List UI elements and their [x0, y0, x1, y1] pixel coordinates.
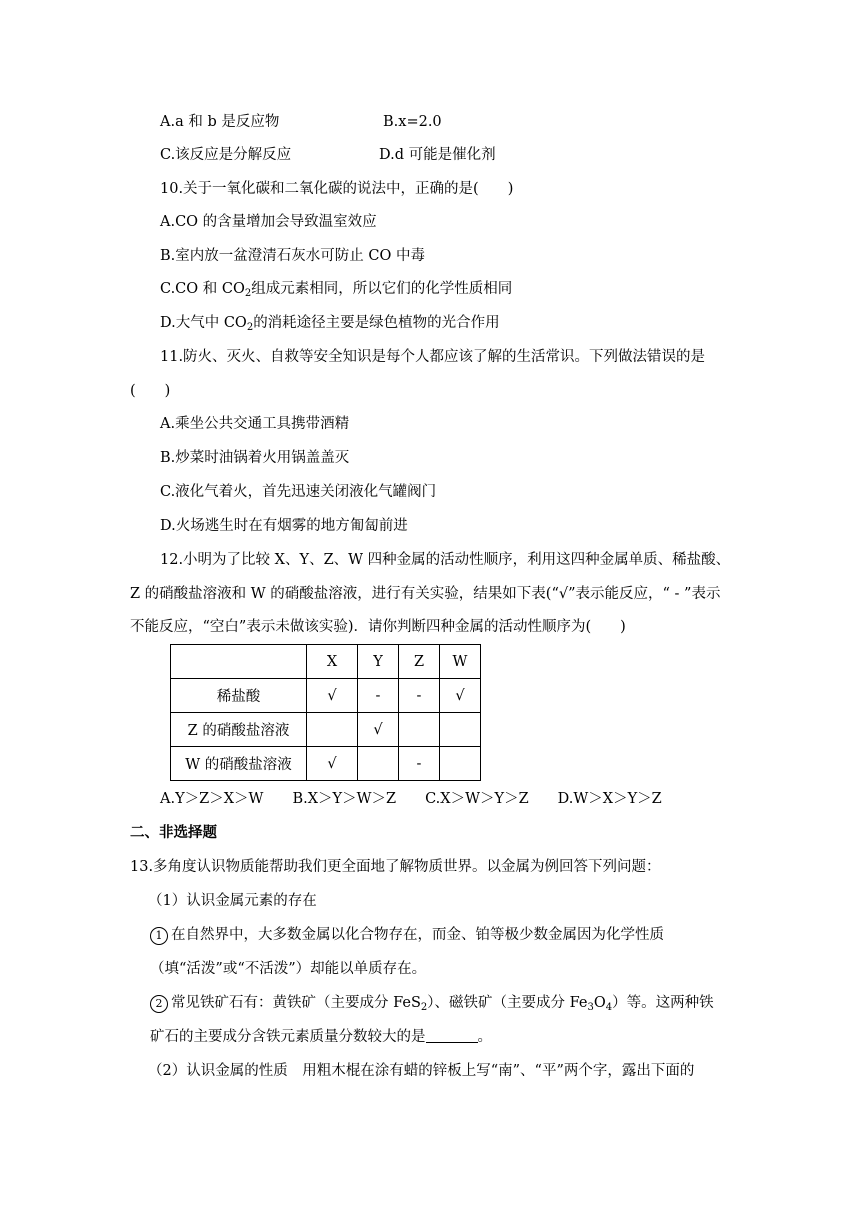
table-cell: [171, 645, 307, 679]
circled-number: 1: [150, 927, 168, 945]
table-header-row: [171, 645, 481, 679]
answer-blank[interactable]: [426, 1028, 478, 1043]
q10-option-d: [160, 313, 500, 338]
q10-d-sub: 2: [246, 322, 254, 333]
table-cell: [307, 713, 358, 747]
q13-s2-line2: [150, 1027, 492, 1047]
table-cell: W: [440, 645, 481, 679]
q13-part1-title: （1）认识金属元素的存在: [148, 893, 317, 909]
table-cell: [399, 713, 440, 747]
q10-stem: 10.关于一氧化碳和二氧化碳的说法中，正确的是( ): [160, 181, 514, 197]
section-title: 二、非选择题: [130, 824, 217, 841]
q13-s1-line2: （填“活泼”或“不活泼”）却能以单质存在。: [150, 961, 427, 977]
q13-s2a-sub3: 4: [605, 1002, 613, 1013]
q12-stem-line1: 12.小明为了比较 X、Y、Z、W 四种金属的活动性顺序，利用这四种金属单质、稀盐酸、: [160, 552, 731, 568]
q13-s2b-text: 矿石的主要成分含铁元素质量分数较大的是: [150, 1029, 426, 1045]
q10-d-post: 的消耗途径主要是绿色植物的光合作用: [253, 315, 500, 331]
table-cell: -: [399, 747, 440, 781]
q13-s2a-post: ）等。这两种铁: [612, 995, 714, 1011]
q11-option-d: D.火场逃生时在有烟雾的地方匍匐前进: [160, 518, 408, 534]
table-cell: Z: [399, 645, 440, 679]
experiment-table: [170, 644, 481, 781]
q10-c-pre: C.CO 和 CO: [160, 281, 245, 297]
table-cell: √: [440, 679, 481, 713]
q13-part2-line: （2）认识金属的性质 用粗木棍在涂有蜡的锌板上写“南”、“平”两个字，露出下面的: [148, 1063, 695, 1079]
q13-s1a-text: 在自然界中，大多数金属以化合物存在，而金、铂等极少数金属因为化学性质: [171, 927, 664, 943]
q10-option-a: A.CO 的含量增加会导致温室效应: [160, 214, 377, 230]
table-cell: [440, 747, 481, 781]
q10-c-post: 组成元素相同，所以它们的化学性质相同: [251, 281, 513, 297]
table-row: [171, 747, 481, 781]
table-cell: 稀盐酸: [171, 679, 307, 713]
q9-option-d: D.d 可能是催化剂: [379, 147, 496, 163]
table-cell: -: [399, 679, 440, 713]
q10-c-sub: 2: [244, 288, 252, 299]
table-cell: √: [358, 713, 399, 747]
table-cell: [440, 713, 481, 747]
q9-option-a: A.a 和 b 是反应物: [160, 114, 280, 130]
table-cell: √: [307, 747, 358, 781]
q13-s2a-sub2: 3: [587, 1002, 594, 1013]
q12-stem-line2: Z 的硝酸盐溶液和 W 的硝酸盐溶液，进行有关实验，结果如下表(“√”表示能反应，“ - ”表示: [130, 586, 721, 602]
q13-s2a-mid: ）、磁铁矿（主要成分 Fe: [427, 995, 588, 1011]
q13-s2-line1: [150, 993, 714, 1018]
table-cell: X: [307, 645, 358, 679]
table-cell: [358, 747, 399, 781]
q11-stem-line1: 11.防火、灭火、自救等安全知识是每个人都应该了解的生活常识。下列做法错误的是: [160, 349, 706, 365]
q9-option-b: B.x=2.0: [383, 114, 442, 130]
circled-number: 2: [150, 995, 168, 1013]
table-row: [171, 713, 481, 747]
q13-s1-line1: [150, 925, 664, 945]
q12-options: A.Y＞Z＞X＞W B.X＞Y＞W＞Z C.X＞W＞Y＞Z D.W＞X＞Y＞Z: [160, 791, 662, 807]
q13-s2a-mid2: O: [593, 995, 606, 1011]
table-cell: √: [307, 679, 358, 713]
q10-option-b: B.室内放一盆澄清石灰水可防止 CO 中毒: [160, 248, 425, 264]
q10-option-c: [160, 279, 512, 304]
table-cell: W 的硝酸盐溶液: [171, 747, 307, 781]
q11-option-b: B.炒菜时油锅着火用锅盖盖灭: [160, 450, 350, 466]
q13-stem: 13.多角度认识物质能帮助我们更全面地了解物质世界。以金属为例回答下列问题：: [130, 859, 661, 875]
q13-s2a-pre: 常见铁矿石有：黄铁矿（主要成分 FeS: [171, 995, 421, 1011]
q11-stem-line2: ( ): [130, 383, 171, 399]
table-cell: Z 的硝酸盐溶液: [171, 713, 307, 747]
table-row: [171, 679, 481, 713]
q11-option-c: C.液化气着火，首先迅速关闭液化气罐阀门: [160, 484, 437, 500]
q9-option-c: C.该反应是分解反应: [160, 147, 292, 163]
q10-d-pre: D.大气中 CO: [160, 315, 247, 331]
q11-option-a: A.乘坐公共交通工具携带酒精: [160, 416, 350, 432]
q12-stem-line3: 不能反应，“空白”表示未做该实验)．请你判断四种金属的活动性顺序为( ): [130, 619, 626, 635]
q13-s2b-end: 。: [477, 1029, 492, 1045]
table-cell: Y: [358, 645, 399, 679]
q13-s2a-sub1: 2: [420, 1002, 428, 1013]
table-cell: -: [358, 679, 399, 713]
